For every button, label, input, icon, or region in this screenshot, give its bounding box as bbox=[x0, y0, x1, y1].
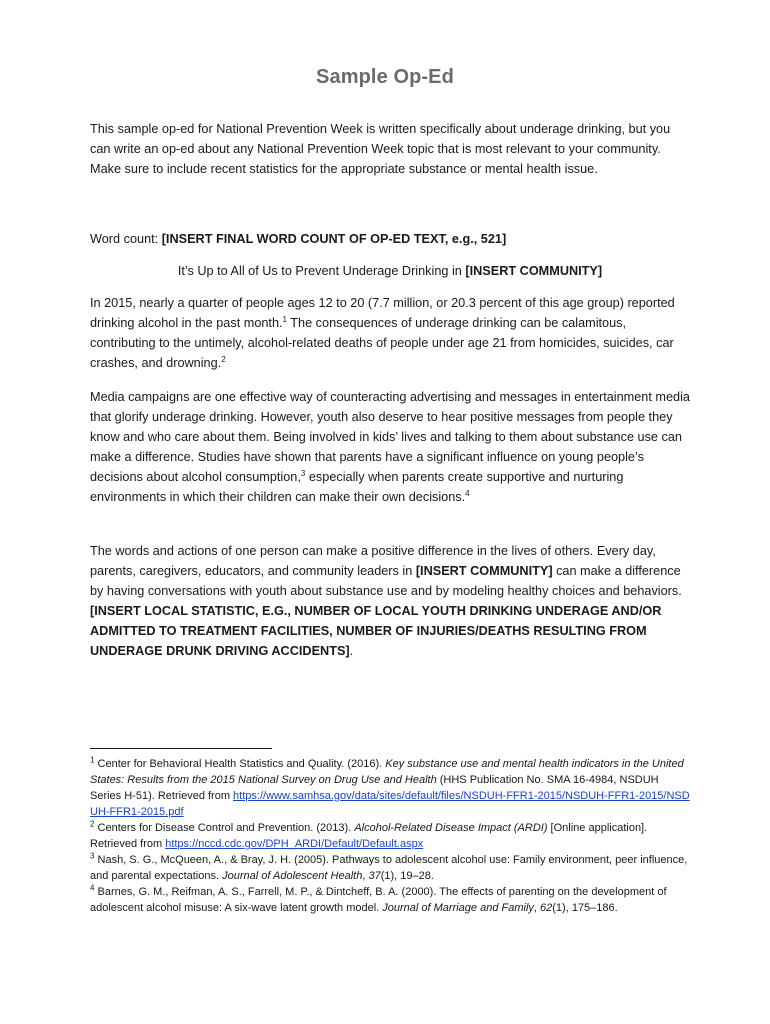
fn3-text-b: , bbox=[362, 870, 369, 882]
footnote-ref-1[interactable]: 1 bbox=[282, 314, 287, 324]
fn3-text-c: (1), 19–28. bbox=[380, 870, 434, 882]
word-count-label: Word count: bbox=[90, 232, 162, 246]
samhsa-report-link[interactable]: https://www.samhsa.gov/data/sites/default/files/NSDUH-FFR1-2015/NSDUH-FFR1-2015/NSDUH-FFR1-2015.pdf bbox=[90, 790, 690, 818]
footnote-1 bbox=[90, 756, 690, 820]
footnote-divider bbox=[90, 748, 272, 749]
footnote-4 bbox=[90, 884, 690, 916]
footnote-number: 1 bbox=[90, 755, 95, 765]
fn1-title: Key substance use and mental health indicators in the United States: Results from the 2015 National Survey on Drug Use and Health bbox=[90, 758, 684, 786]
intro-paragraph: This sample op-ed for National Prevention Week is written specifically about underage drinking, but you can write an op-ed about any National Prevention Week topic that is most relevant to your community. Make sure to include recent statistics for the appropriate substance or mental health issue. bbox=[90, 122, 671, 176]
p1-text-a: In 2015, nearly a quarter of people ages 12 to 20 (7.7 million, or 20.3 percent of this age group) reported drinking alcohol in the past month. bbox=[90, 296, 675, 330]
word-count-line bbox=[90, 229, 690, 249]
fn1-text-a: Center for Behavioral Health Statistics and Quality. (2016). bbox=[94, 758, 386, 770]
fn3-text-a: Nash, S. G., McQueen, A., & Bray, J. H. (2005). Pathways to adolescent alcohol use: Family environment, peer influence, and parental expectations. bbox=[90, 854, 688, 882]
p2-text-a: Media campaigns are one effective way of counteracting advertising and messages in entertainment media that glorify underage drinking. However, youth also deserve to hear positive messages from people they know and who care about them. Being involved in kids’ lives and talking to them about substance use can make a difference. Studies have shown that parents have a significant influence on young people’s decisions about alcohol consumption, bbox=[90, 390, 690, 484]
footnote-2 bbox=[90, 820, 690, 852]
p3-text-end: . bbox=[349, 644, 354, 658]
fn2-text-a: Centers for Disease Control and Prevention. (2013). bbox=[94, 822, 355, 834]
fn4-volume: 62 bbox=[540, 902, 553, 914]
p1-text-b: The consequences of underage drinking can be calamitous, contributing to the untimely, alcohol-related deaths of people under age 21 from homicides, suicides, car crashes, and drowning. bbox=[90, 316, 674, 370]
community-placeholder: [INSERT COMMUNITY] bbox=[415, 564, 553, 578]
body-paragraph-1 bbox=[90, 293, 690, 373]
footnote-number: 4 bbox=[90, 883, 95, 893]
cdc-ardi-link[interactable]: https://nccd.cdc.gov/DPH_ARDI/Default/Default.aspx bbox=[165, 838, 424, 850]
p3-text-a: The words and actions of one person can make a positive difference in the lives of others. Every day, parents, caregivers, educators, and community leaders in bbox=[90, 544, 656, 578]
fn3-volume: 37 bbox=[368, 870, 381, 882]
footnote-number: 3 bbox=[90, 851, 95, 861]
body-paragraph-3 bbox=[90, 541, 690, 661]
page-title: Sample Op-Ed bbox=[316, 66, 454, 88]
fn2-text-b: [Online application]. Retrieved from bbox=[90, 822, 648, 850]
fn2-title: Alcohol-Related Disease Impact (ARDI) bbox=[354, 822, 548, 834]
fn4-text-c: (1), 175–186. bbox=[552, 902, 618, 914]
footnote-ref-3[interactable]: 3 bbox=[300, 468, 306, 478]
headline-placeholder: [INSERT COMMUNITY] bbox=[465, 264, 603, 278]
p3-text-b: can make a difference by having conversations with youth about substance use and by modeling healthy choices and behaviors. bbox=[90, 564, 682, 598]
headline-text: It’s Up to All of Us to Prevent Underage Drinking in bbox=[177, 264, 466, 278]
fn4-journal: Journal of Marriage and Family bbox=[382, 902, 534, 914]
fn3-journal: Journal of Adolescent Health bbox=[222, 870, 363, 882]
fn4-text-b: , bbox=[533, 902, 541, 914]
footnote-ref-2[interactable]: 2 bbox=[221, 354, 226, 364]
fn4-text-a: Barnes, G. M., Reifman, A. S., Farrell, M. P., & Dintcheff, B. A. (2000). The effects of parenting on the development of adolescent alcohol misuse: A six-wave latent growth model. bbox=[90, 886, 667, 914]
footnote-ref-4[interactable]: 4 bbox=[465, 488, 470, 498]
footnotes-section bbox=[90, 756, 690, 916]
footnote-3 bbox=[90, 852, 690, 884]
body-paragraph-2 bbox=[90, 387, 690, 507]
p2-text-b: especially when parents create supportive and nurturing environments in which their children can make their own decisions. bbox=[90, 470, 624, 504]
op-ed-headline bbox=[90, 261, 690, 281]
local-statistic-placeholder: [INSERT LOCAL STATISTIC, E.G., NUMBER OF LOCAL YOUTH DRINKING UNDERAGE AND/OR ADMITTED TO TREATMENT FACILITIES, NUMBER OF INJURIES/DEATHS RESULTING FROM UNDERAGE DRUNK DRIVING ACCIDENTS] bbox=[90, 604, 662, 658]
footnote-number: 2 bbox=[90, 819, 95, 829]
fn1-text-b: (HHS Publication No. SMA 16-4984, NSDUH Series H-51). Retrieved from bbox=[90, 774, 659, 802]
word-count-placeholder: [INSERT FINAL WORD COUNT OF OP-ED TEXT, e.g., 521] bbox=[161, 232, 507, 246]
